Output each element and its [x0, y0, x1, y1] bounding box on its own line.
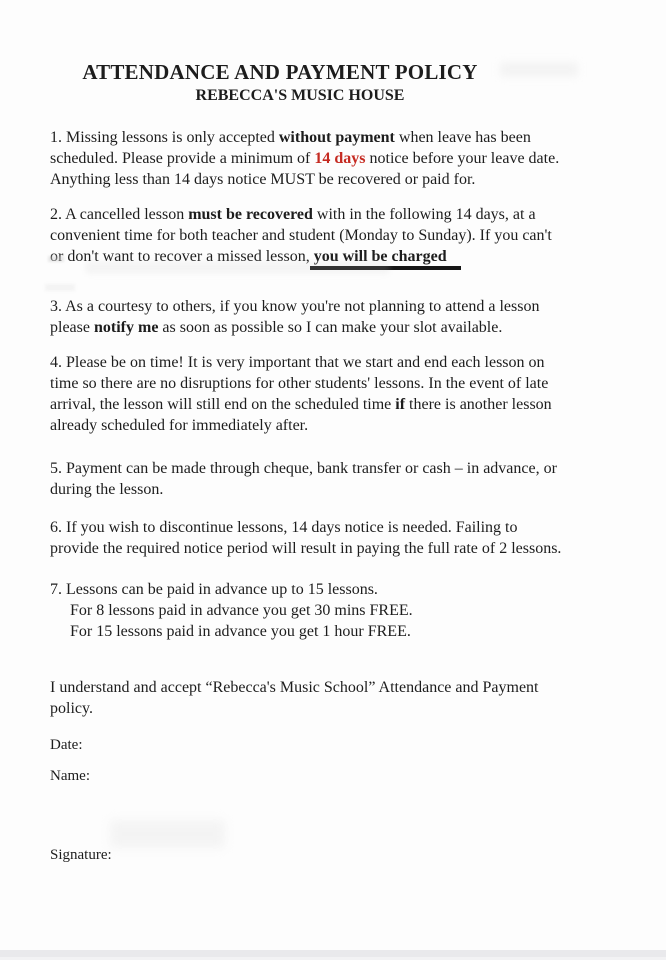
text-line — [50, 246, 620, 267]
name-field-label: Name: — [50, 768, 90, 784]
text-run: as soon as possible so I can make your slot available. — [158, 319, 503, 336]
text-line — [50, 296, 620, 317]
text-line — [50, 352, 620, 373]
policy-item-4 — [50, 352, 620, 436]
document-title: ATTENDANCE AND PAYMENT POLICY — [82, 60, 478, 84]
text-run: must be recovered — [188, 206, 313, 223]
text-run: For 15 lessons paid in advance you get 1 hour FREE. — [70, 623, 411, 640]
date-field-label: Date: — [50, 737, 83, 753]
text-line — [50, 415, 620, 436]
policy-item-7 — [50, 579, 620, 642]
text-line — [50, 373, 620, 394]
text-line — [50, 394, 620, 415]
text-line — [50, 204, 620, 225]
text-run: notify me — [93, 319, 159, 336]
text-line — [50, 458, 620, 479]
text-run: 3. As a courtesy to others, if you know you're not planning to attend a lesson — [50, 298, 540, 315]
policy-item-6 — [50, 517, 620, 559]
signature-field-label: Signature: — [50, 847, 112, 863]
text-run: during the lesson. — [50, 481, 164, 498]
policy-item-2 — [50, 204, 620, 267]
photo-smudge — [500, 62, 578, 77]
acceptance-statement — [50, 677, 620, 719]
text-run: without payment — [278, 129, 395, 146]
text-line — [50, 148, 620, 169]
text-run: or don't want to recover a missed lesson, — [50, 248, 310, 265]
text-run: policy. — [50, 700, 93, 717]
text-run: 6. If you wish to discontinue lessons, 14 days notice is needed. Failing to — [50, 519, 518, 536]
policy-item-1 — [50, 127, 620, 190]
policy-item-3 — [50, 296, 620, 338]
text-run: provide the required notice period will result in paying the full rate of 2 lessons. — [50, 540, 562, 557]
document-subtitle: REBECCA'S MUSIC HOUSE — [195, 87, 405, 104]
text-run: already scheduled for immediately after. — [50, 417, 309, 434]
policy-list — [50, 127, 620, 642]
text-run: 2. A cancelled lesson — [50, 206, 189, 223]
policy-item-5 — [50, 458, 620, 500]
text-line — [50, 169, 620, 190]
text-line — [50, 600, 620, 621]
text-run: there is another lesson — [405, 396, 552, 413]
text-run: if — [395, 396, 406, 413]
text-line — [50, 479, 620, 500]
text-line — [50, 127, 620, 148]
text-run: 4. Please be on time! It is very important that we start and end each lesson on — [50, 354, 545, 371]
text-line — [50, 317, 620, 338]
text-run: 1. Missing lessons is only accepted — [50, 129, 279, 146]
signature-block — [50, 736, 620, 865]
text-line — [50, 538, 620, 559]
text-run: 14 days — [314, 150, 366, 167]
text-run: when leave has been — [394, 129, 531, 146]
text-run: 5. Payment can be made through cheque, bank transfer or cash – in advance, or — [50, 460, 557, 477]
text-run: please — [50, 319, 94, 336]
text-run: 7. Lessons can be paid in advance up to 15 lessons. — [50, 581, 378, 598]
text-run: I understand and accept “Rebecca's Music School” Attendance and Payment — [50, 679, 539, 696]
text-run: notice before your leave date. — [365, 150, 560, 167]
text-run: arrival, the lesson will still end on the scheduled time — [50, 396, 396, 413]
text-line — [50, 517, 620, 538]
text-line — [50, 698, 620, 719]
text-run: Anything less than 14 days notice MUST be recovered or paid for. — [50, 171, 476, 188]
text-line — [50, 621, 620, 642]
text-run: convenient time for both teacher and student (Monday to Sunday). If you can't — [50, 227, 552, 244]
text-run: you will be charged — [310, 248, 461, 270]
text-line — [50, 677, 620, 698]
text-run: scheduled. Please provide a minimum of — [50, 150, 315, 167]
text-line — [50, 225, 620, 246]
text-line — [50, 579, 620, 600]
text-run: time so there are no disruptions for other students' lessons. In the event of late — [50, 375, 549, 392]
text-run: with in the following 14 days, at a — [312, 206, 536, 223]
photo-edge-strip — [0, 950, 666, 960]
text-run: For 8 lessons paid in advance you get 30 mins FREE. — [70, 602, 413, 619]
